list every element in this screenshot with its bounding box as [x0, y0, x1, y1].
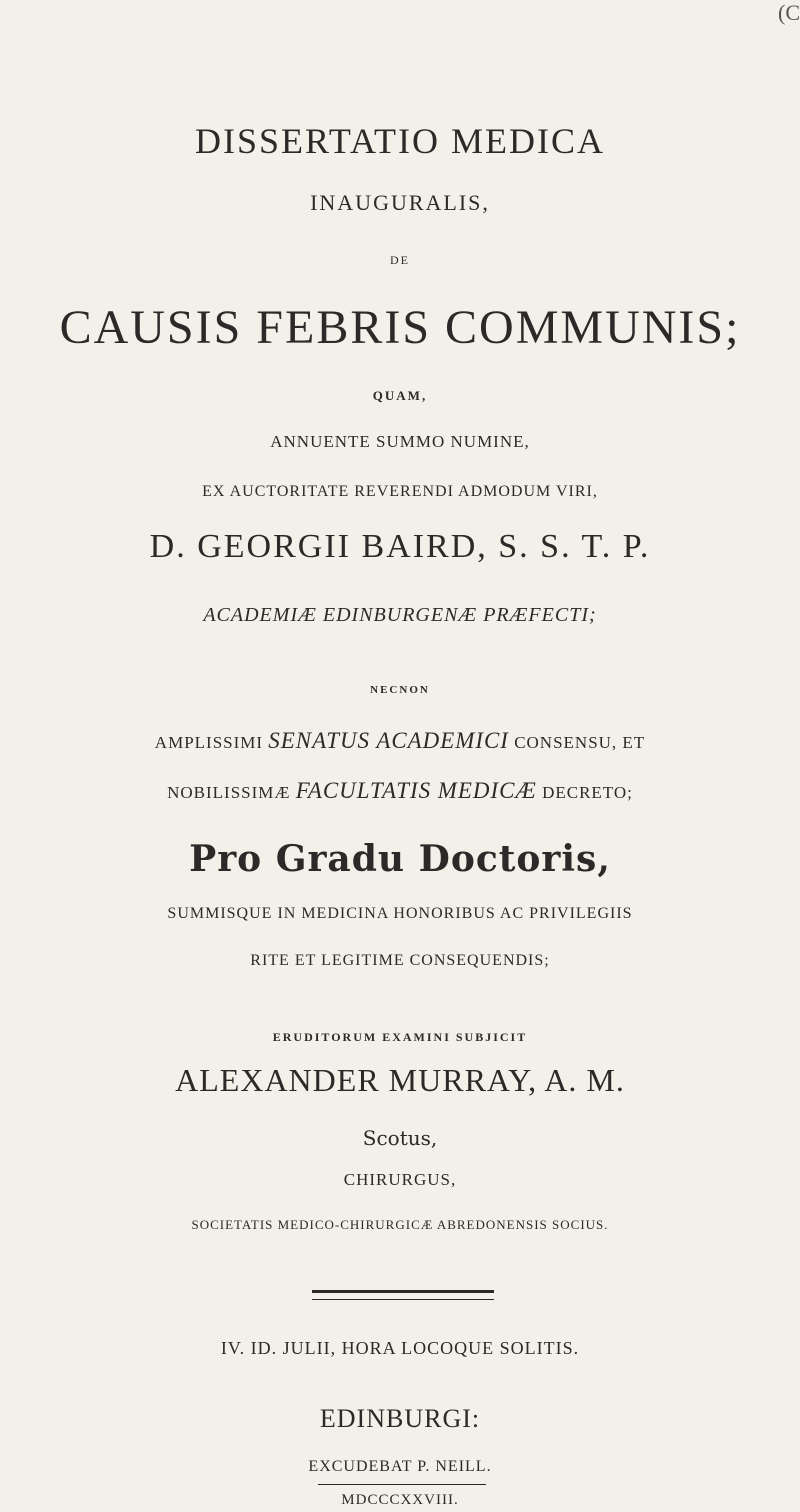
- quam-line: QUAM,: [372, 388, 428, 403]
- imprint-year: MDCCCXXVIII.: [341, 1492, 459, 1508]
- rite-line: RITE ET LEGITIME CONSEQUENDIS;: [250, 952, 550, 969]
- scotus-line: Scotus,: [362, 1126, 438, 1150]
- facultatis-post: DECRETO;: [542, 783, 633, 802]
- senatus-pre: AMPLISSIMI: [154, 733, 264, 752]
- summisque-line: SUMMISQUE IN MEDICINA HONORIBUS AC PRIVILEGIIS: [167, 905, 633, 922]
- auctoritate-line: EX AUCTORITATE REVERENDI ADMODUM VIRI,: [202, 483, 598, 500]
- annuente-line: ANNUENTE SUMMO NUMINE,: [270, 432, 530, 451]
- de-line: DE: [390, 253, 410, 267]
- gradu-line: Pro Gradu Doctoris,: [189, 838, 611, 880]
- senatus-post: CONSENSU, ET: [514, 733, 646, 752]
- dissertation-title: DISSERTATIO MEDICA: [195, 121, 605, 161]
- subject-title: CAUSIS FEBRIS COMMUNIS;: [59, 301, 741, 354]
- single-rule-divider: [318, 1484, 486, 1485]
- eruditorum-line: ERUDITORUM EXAMINI SUBJICIT: [272, 1030, 528, 1044]
- author-name: ALEXANDER MURRAY, A. M.: [175, 1062, 625, 1098]
- corner-mark: (C: [778, 0, 800, 25]
- necnon-line: NECNON: [370, 684, 430, 696]
- principal-name: D. GEORGII BAIRD, S. S. T. P.: [149, 528, 651, 565]
- chirurgus-line: CHIRURGUS,: [343, 1170, 457, 1189]
- double-rule-divider: [312, 1290, 494, 1300]
- facultatis-emph: FACULTATIS MEDICÆ: [295, 778, 537, 803]
- academiae-line: ACADEMIÆ EDINBURGENÆ PRÆFECTI;: [203, 604, 597, 626]
- imprint-printer: EXCUDEBAT P. NEILL.: [308, 1458, 492, 1475]
- facultatis-pre: NOBILISSIMÆ: [167, 783, 291, 802]
- inauguralis-line: INAUGURALIS,: [310, 190, 490, 215]
- senatus-line: [0, 728, 800, 754]
- senatus-emph: SENATUS ACADEMICI: [268, 728, 509, 753]
- societatis-line: SOCIETATIS MEDICO-CHIRURGICÆ ABREDONENSIS SOCIUS.: [191, 1217, 609, 1232]
- imprint-city: EDINBURGI:: [319, 1404, 481, 1433]
- facultatis-line: [0, 778, 800, 804]
- date-line: IV. ID. JULII, HORA LOCOQUE SOLITIS.: [220, 1338, 580, 1358]
